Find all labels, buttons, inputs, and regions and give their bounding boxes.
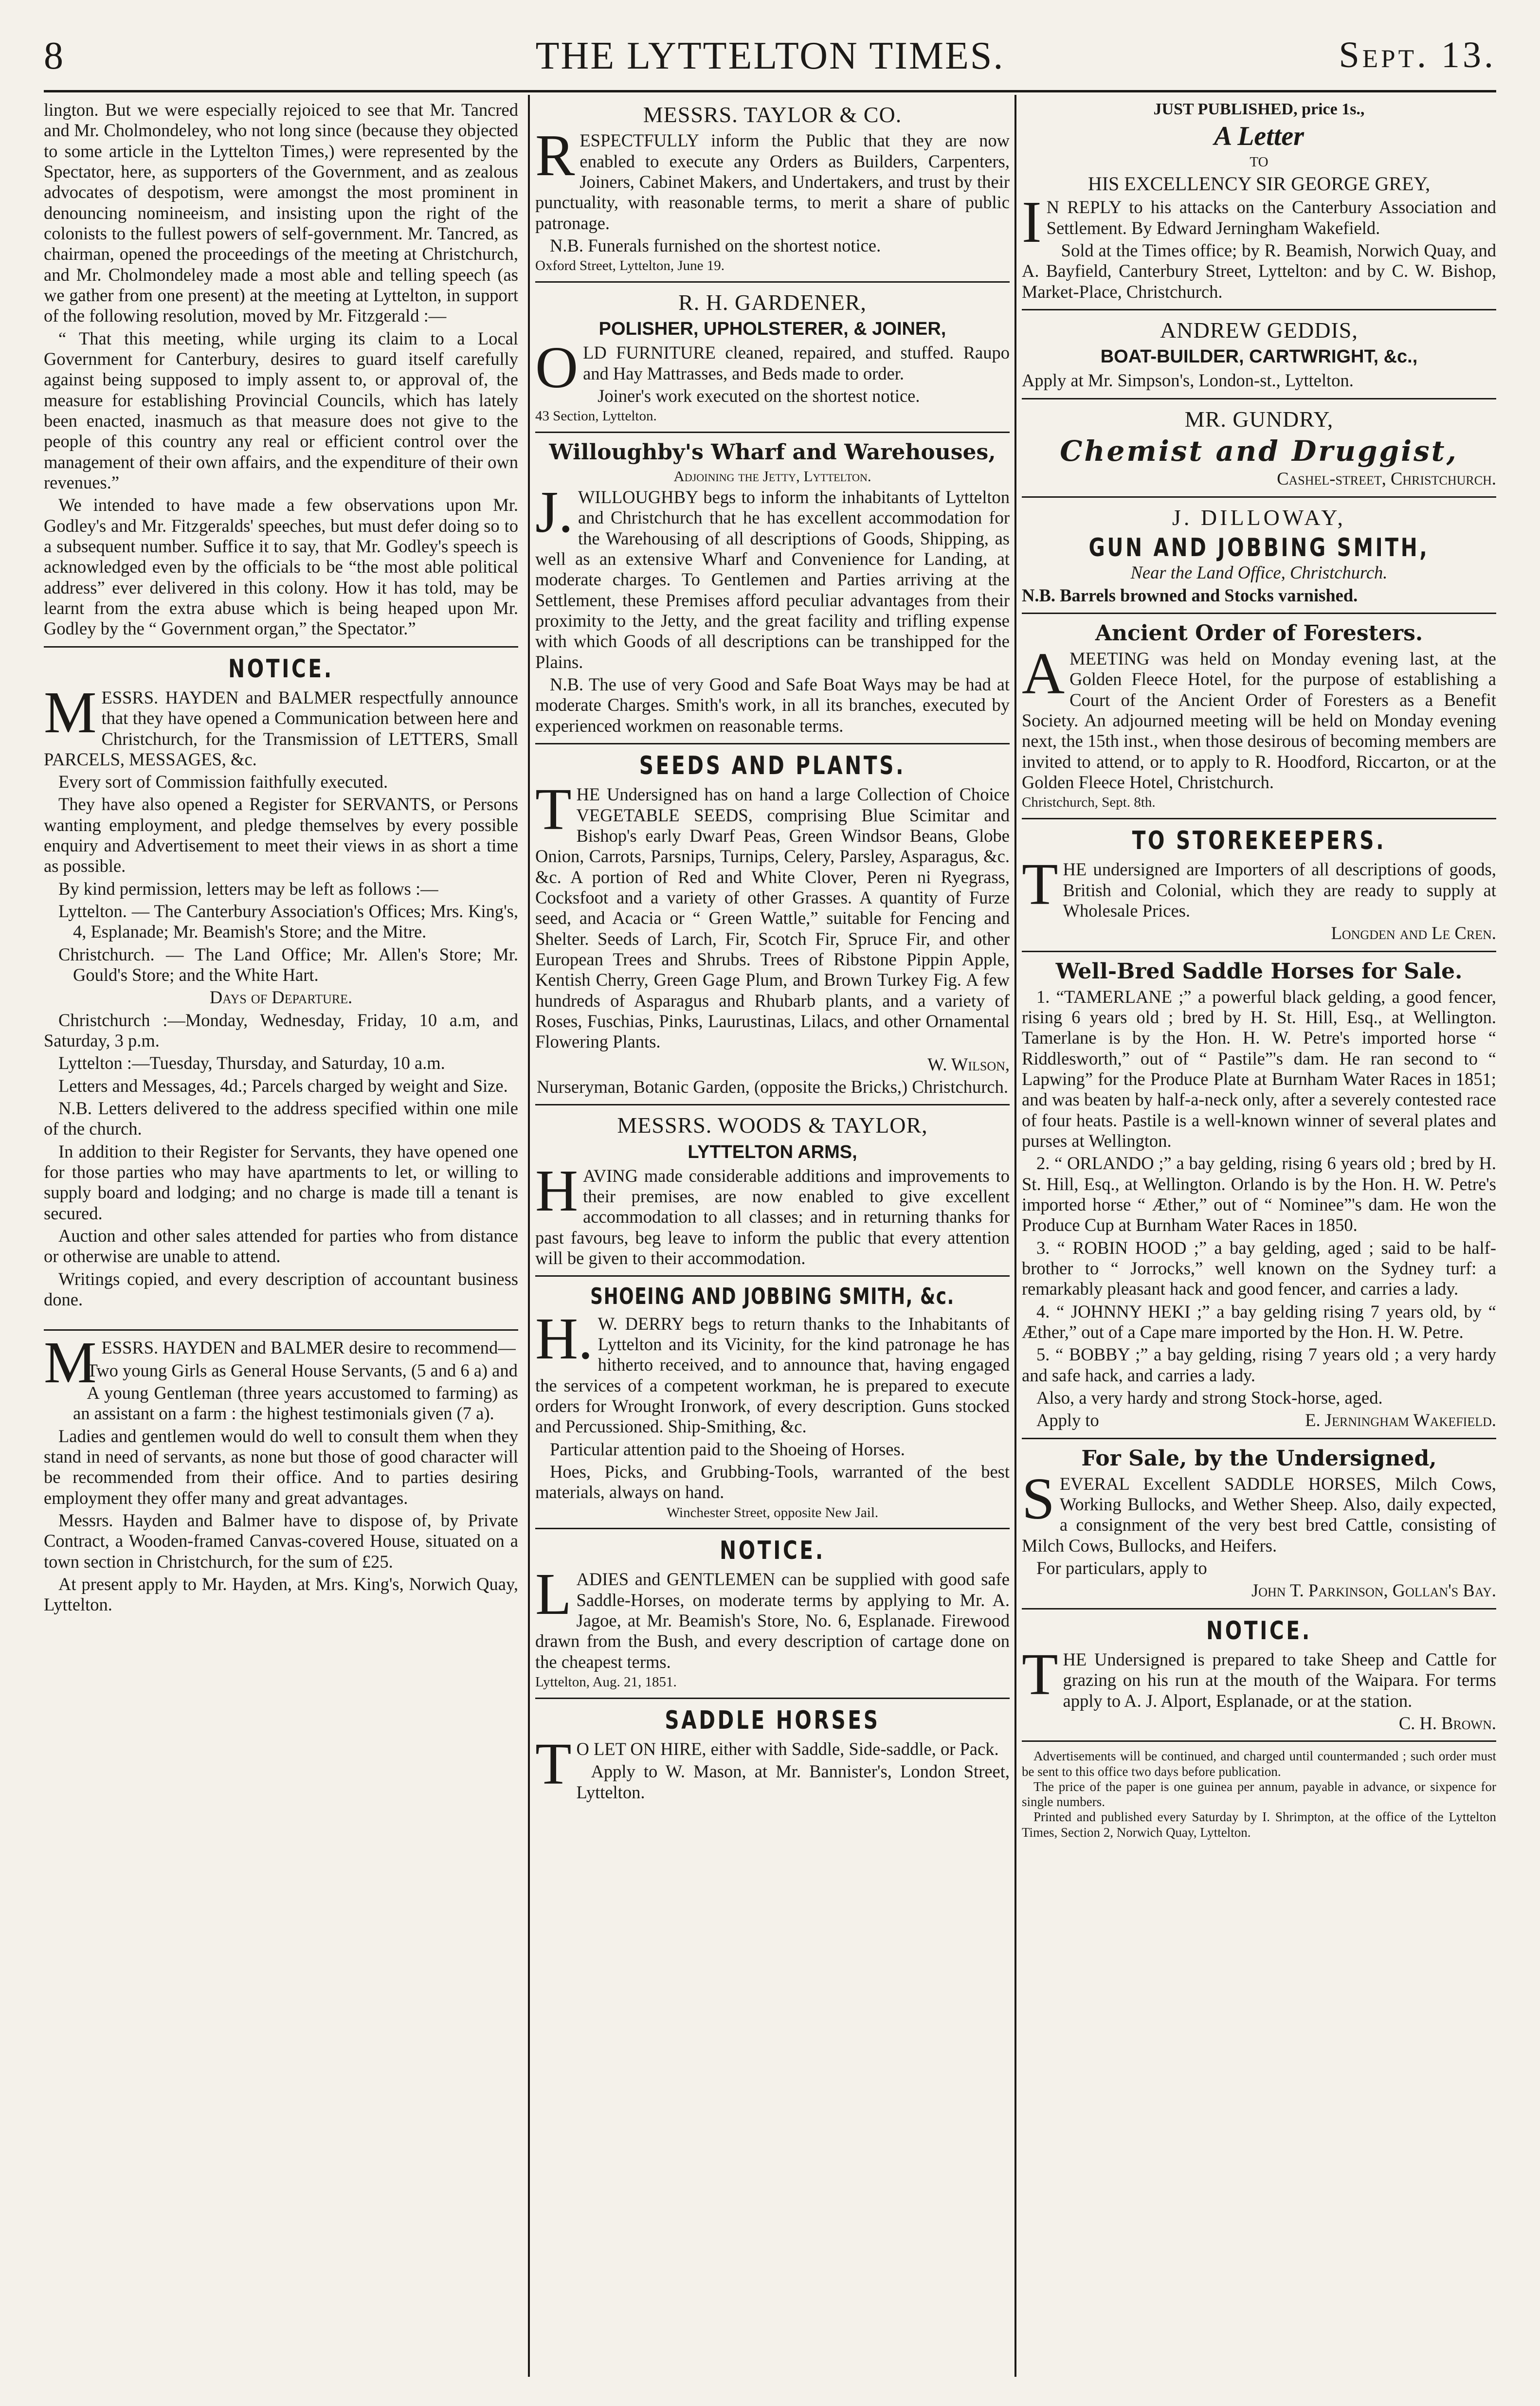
ad-date: Christchurch, Sept. 8th. — [1022, 795, 1156, 811]
ad-signature-row — [1022, 1410, 1496, 1430]
ad-text: Joiner's work executed on the shortest notice. — [598, 386, 920, 406]
ad-signature: E. Jerningham Wakefield. — [1305, 1410, 1496, 1430]
section-rule — [535, 1528, 1010, 1529]
ad-text: Hoes, Picks, and Grubbing-Tools, warranted of the best materials, always on hand. — [535, 1461, 1010, 1502]
section-rule — [1022, 1740, 1496, 1742]
ad-subheading: Adjoining the Jetty, Lyttelton. — [673, 468, 871, 485]
ad-text: ESSRS. HAYDEN and BALMER respectfully announce that they have opened a Communication between here and Christchurch, for the Transmission of LETTERS, Small PARCELS, MESSAGES, &c. — [44, 687, 518, 769]
notice-hayden-balmer — [44, 654, 518, 1310]
ad-text: AVING made considerable additions and improvements to their premises, are now enabled to give excellent accommodation to all classes; and in returning thanks for past favours, beg leave to inform the public that every attention will be given to their accommodation. — [535, 1165, 1010, 1268]
drop-cap: T — [1022, 851, 1058, 918]
footer-text: Printed and published every Saturday by I. Shrimpton, at the office of the Lyttelton Times, Section 2, Norwich Quay, Lyttelton. — [1022, 1809, 1496, 1840]
ad-text: N.B. Funerals furnished on the shortest notice. — [550, 235, 881, 255]
ad-address: 43 Section, Lyttelton. — [535, 408, 657, 424]
ad-signature-detail: Nurseryman, Botanic Garden, (opposite the Bricks,) Christchurch. — [536, 1076, 1009, 1097]
column-3 — [1022, 100, 1496, 2387]
page-number: 8 — [44, 35, 63, 77]
ad-subheading: BOAT-BUILDER, CARTWRIGHT, &c., — [1100, 346, 1418, 367]
ad-text: Writings copied, and every description of accountant business done. — [44, 1268, 518, 1310]
ad-text: They have also opened a Register for SERVANTS, or Persons wanting employment, and pledge themselves by every possible enquiry and Advertisement to meet their views in as short a time as possible. — [44, 794, 518, 876]
drop-cap: A — [1022, 641, 1065, 707]
section-rule — [535, 743, 1010, 744]
issue-date: Sept. 13. — [1339, 35, 1496, 75]
section-rule — [1022, 1608, 1496, 1610]
ad-text: W. DERRY begs to return thanks to the Inhabitants of Lyttelton and its Vicinity, for the kind patronage he has hitherto received, and to announce that, having engaged the services of a competent workman, he is prepared to execute orders for Wrought Ironwork, of every description. Guns stocked and Percussioned. Ship-Smithing, &c. — [535, 1313, 1010, 1437]
ad-subheading: Days of Departure. — [209, 987, 353, 1008]
section-rule — [1022, 1438, 1496, 1439]
ad-text: ESSRS. HAYDEN and BALMER desire to recommend— — [101, 1338, 516, 1358]
drop-cap: H — [535, 1158, 579, 1224]
notice-grazing — [1022, 1616, 1496, 1734]
ad-taylor-co — [535, 102, 1010, 274]
ad-heading: J. DILLOWAY, — [1172, 505, 1346, 530]
ad-heading: ANDREW GEDDIS, — [1160, 318, 1358, 343]
ad-for-sale-parkinson — [1022, 1446, 1496, 1601]
ad-address: Cashel-street, Christchurch. — [1277, 469, 1496, 489]
drop-cap: L — [535, 1561, 572, 1628]
masthead-rule — [44, 90, 1496, 92]
column-divider — [1015, 95, 1016, 2377]
ad-text: EVERAL Excellent SADDLE HORSES, Milch Cows, Working Bullocks, and Wether Sheep. Also, daily expected, a consignment of the very best bred Cattle, consisting of Milch Cows, Bullocks, and Heifers. — [1022, 1473, 1496, 1556]
ad-text: Messrs. Hayden and Balmer have to dispose of, by Private Contract, a Wooden-framed Canvas-covered House, situated on a town section in Christchurch, for the sum of £25. — [44, 1510, 518, 1572]
ad-text: N.B. The use of very Good and Safe Boat Ways may be had at moderate Charges. Smith's work, in all its branches, executed by experienced workmen on reasonable terms. — [535, 674, 1010, 736]
drop-cap: R — [535, 123, 575, 189]
ad-signature: John T. Parkinson, Gollan's Bay. — [1251, 1580, 1496, 1601]
ad-text: Two young Girls as General House Servants, (5 and 6 a) and — [87, 1360, 518, 1380]
ad-storekeepers — [1022, 826, 1496, 944]
section-rule — [535, 281, 1010, 283]
ad-gardener — [535, 289, 1010, 425]
column-divider — [528, 95, 530, 2377]
ad-address: Oxford Street, Lyttelton, June 19. — [535, 258, 725, 274]
drop-cap: T — [1022, 1641, 1058, 1707]
drop-cap: T — [535, 777, 572, 843]
ad-seeds-plants — [535, 751, 1010, 1097]
ad-text: N.B. Barrels browned and Stocks varnished. — [1022, 585, 1358, 605]
ad-saddle-horses-hire — [535, 1706, 1010, 1803]
ad-text: By kind permission, letters may be left as follows :— — [58, 878, 438, 899]
section-rule — [1022, 398, 1496, 399]
ad-heading: SADDLE HORSES — [665, 1705, 880, 1735]
ad-subheading: GUN AND JOBBING SMITH, — [1088, 533, 1430, 563]
ad-text: O LET ON HIRE, either with Saddle, Side-saddle, or Pack. — [576, 1739, 999, 1759]
ad-text: Lyttelton. — The Canterbury Association's Offices; Mrs. King's, 4, Esplanade; Mr. Beamish's Store; and the Mitre. — [58, 901, 518, 942]
section-rule — [535, 1698, 1010, 1699]
ad-text: Every sort of Commission faithfully executed. — [58, 772, 388, 792]
masthead — [44, 34, 1496, 92]
drop-cap: J. — [535, 479, 573, 545]
section-rule — [1022, 818, 1496, 819]
horse-listing: 4. “ JOHNNY HEKI ;” a bay gelding rising 7 years old, by “ Æther,” out of a Cape mare imported by the Hon. H. W. Petre. — [1022, 1301, 1496, 1342]
ad-subheading: POLISHER, UPHOLSTERER, & JOINER, — [598, 319, 946, 340]
ad-heading: NOTICE. — [1206, 1616, 1312, 1646]
ad-text: TO — [1250, 154, 1268, 170]
column-2 — [535, 100, 1010, 2387]
ad-heading: NOTICE. — [228, 654, 334, 684]
ad-text: ESPECTFULLY inform the Public that they are now enabled to execute any Orders as Builders, Carpenters, Joiners, Cabinet Makers, and Undertakers, and trust by their punctuality, with reasonable terms, to merit a share of public patronage. — [535, 130, 1010, 233]
ad-text: In addition to their Register for Servants, they have opened one for those parties who may have apartments to let, or willing to supply board and lodging; and no charge is made till a tenant is secured. — [44, 1141, 518, 1223]
ad-text: HE Undersigned is prepared to take Sheep and Cattle for grazing on his run at the mouth of the Waipara. For terms apply to A. J. Alport, Esplanade, or at the station. — [1063, 1649, 1496, 1711]
ad-text: Also, a very hardy and strong Stock-horse, aged. — [1036, 1387, 1383, 1408]
ad-text: At present apply to Mr. Hayden, at Mrs. King's, Norwich Quay, Lyttelton. — [44, 1574, 518, 1615]
ad-text: Ladies and gentlemen would do well to consult them when they stand in need of servants, as none but those of good character will be recommended from their office. And to parties desiring employment they offer many and great advantages. — [44, 1426, 518, 1508]
ad-heading: Well-Bred Saddle Horses for Sale. — [1055, 959, 1463, 984]
footer-text: Advertisements will be continued, and charged until countermanded ; such order must be sent to this office two days before publication. — [1022, 1749, 1496, 1779]
ad-text: Particular attention paid to the Shoeing of Horses. — [550, 1439, 905, 1459]
ad-signature: W. Wilson, — [927, 1054, 1010, 1074]
ad-heading: R. H. GARDENER, — [678, 289, 867, 315]
ad-heading: NOTICE. — [720, 1536, 825, 1566]
drop-cap: T — [535, 1731, 572, 1797]
ad-signature: Longden and Le Cren. — [1331, 923, 1496, 943]
ad-text: LD FURNITURE cleaned, repaired, and stuffed. Raupo and Hay Mattrasses, and Beds made to order. — [583, 343, 1010, 383]
ad-hayden-servants — [44, 1330, 518, 1615]
ad-foresters — [1022, 621, 1496, 811]
drop-cap: H. — [535, 1305, 593, 1372]
newspaper-title: THE LYTTELTON TIMES. — [535, 35, 1005, 77]
ad-text: Letters and Messages, 4d.; Parcels charged by weight and Size. — [58, 1075, 508, 1096]
ad-text: A young Gentleman (three years accustomed to farming) as an assistant on a farm : the highest testimonials given (7 a). — [73, 1383, 518, 1424]
ad-text: Apply to W. Mason, at Mr. Bannister's, London Street, Lyttelton. — [576, 1761, 1010, 1802]
ad-heading: TO STOREKEEPERS. — [1132, 826, 1386, 856]
ad-shoeing-smith — [535, 1284, 1010, 1521]
drop-cap: M — [44, 1330, 97, 1396]
ad-gundry — [1022, 406, 1496, 489]
ad-heading: For Sale, by the Undersigned, — [1081, 1446, 1437, 1471]
ad-text: Lyttelton :—Tuesday, Thursday, and Saturday, 10 a.m. — [58, 1053, 445, 1073]
ad-text: HE undersigned are Importers of all descriptions of goods, British and Colonial, which they are ready to supply at Wholesale Prices. — [1063, 859, 1496, 921]
ad-heading: Ancient Order of Foresters. — [1095, 621, 1423, 646]
ad-text: N.B. Letters delivered to the address specified within one mile of the church. — [44, 1098, 518, 1139]
editorial-article — [44, 100, 518, 639]
ad-text: Christchurch. — The Land Office; Mr. Allen's Store; Mr. Gould's Store; and the White Hart. — [58, 944, 518, 985]
section-rule — [1022, 496, 1496, 498]
section-rule — [1022, 309, 1496, 310]
ad-heading: Willoughby's Wharf and Warehouses, — [549, 440, 996, 465]
drop-cap: M — [44, 679, 97, 745]
horse-listing: 3. “ ROBIN HOOD ;” a bay gelding, aged ; said to be half-brother to “ Jorrocks,” well known on the Sydney turf: a remarkably pleasant hack and good fencer, and carries a lady. — [1022, 1237, 1496, 1299]
ad-text: HE Undersigned has on hand a large Collection of Choice VEGETABLE SEEDS, comprising Blue Scimitar and Bishop's early Dwarf Peas, Green Windsor Beans, Globe Onion, Carrots, Parsnips, Turnips, Celery, Parsley, Asparagus, &c. &c. A portion of Red and White Clover, Peren ni Ryegrass, Cocksfoot and a variety of other Grasses. A quantity of Furze seed, and Acacia or “ Green Wattle,” suitable for Fencing and Shelter. Seeds of Larch, Fir, Scotch Fir, Spruce Fir, and other European Trees and Shrubs. Trees of Ribstone Pippin Apple, Kentish Cherry, Green Gage Plum, and Brown Turkey Fig. A few hundreds of Asparagus and Rhubarb plants, and a variety of Roses, Fuschias, Pinks, Laurustinas, Lilacs, and other Ornamental Flowering Plants. — [535, 784, 1010, 1052]
section-rule — [1022, 613, 1496, 614]
ad-text: N REPLY to his attacks on the Canterbury Association and Settlement. By Edward Jerningham Wakefield. — [1046, 197, 1496, 238]
ad-subheading: HIS EXCELLENCY SIR GEORGE GREY, — [1087, 173, 1431, 195]
section-rule — [535, 432, 1010, 433]
ad-letter-publication — [1022, 100, 1496, 302]
ad-geddis — [1022, 317, 1496, 391]
section-rule — [1022, 951, 1496, 952]
article-paragraph: We intended to have made a few observations upon Mr. Godley's and Mr. Fitzgeralds' speeches, but must defer doing so to a subsequent number. Suffice it to say, that Mr. Godley's speech is acknowledged even by the officials to be “the most able political address” ever delivered in this colony. How it has told, may be learnt from the extra abuse which is being heaped upon Mr. Godley by the “ Government organ,” the Spectator.” — [44, 495, 518, 639]
ad-text: Auction and other sales attended for parties who from distance or otherwise are unable to attend. — [44, 1226, 518, 1266]
horse-listing: 1. “TAMERLANE ;” a powerful black gelding, a good fencer, rising 6 years old ; bred by H. St. Hill, Esq., at Wellington. Tamerlane is by the Hon. H. W. Petre's imported horse “ Riddlesworth,” out of “ Pastile”'s dam. He ran second to “ Lapwing” for the Produce Plate at Burnham Water Races in 1851; and was beaten by half-a-neck only, after a severely contested race of four heats. Pastile is a well-known winner of several plates and purses at Wellington. — [1022, 986, 1496, 1151]
apply-label: Apply to — [1036, 1410, 1099, 1430]
ad-heading: SEEDS AND PLANTS. — [639, 751, 906, 780]
ad-heading: SHOEING AND JOBBING SMITH, &c. — [590, 1283, 955, 1310]
ad-woods-taylor — [535, 1112, 1010, 1268]
ad-willoughby — [535, 440, 1010, 736]
section-rule — [44, 646, 518, 648]
section-rule — [535, 1275, 1010, 1277]
ad-heading: A Letter — [1214, 121, 1304, 152]
column-1 — [44, 100, 518, 2387]
article-paragraph: lington. But we were especially rejoiced to see that Mr. Tancred and Mr. Cholmondeley, who not long since (because they objected to some article in the Lyttelton Times,) were represented by the Spectator, here, as supporters of the Government, and as zealous advocates of despotism, were amongst the most prominent in denouncing nomineeism, and insisting upon the right of the colonists to the fullest powers of self-government. Mr. Tancred, as chairman, opened the proceedings of the meeting at Christchurch, and Mr. Cholmondeley made a most able and telling speech (as we gather from one present) at the meeting at Lyttelton, in support of the following resolution, moved by Mr. Fitzgerald :— — [44, 100, 518, 326]
ad-text: WILLOUGHBY begs to inform the inhabitants of Lyttelton and Christchurch that he has excellent accommodation for the Warehousing of all descriptions of Goods, Shipping, as well as an extensive Wharf and Convenience for Landing, at moderate charges. To Gentlemen and Parties arriving at the Settlement, these Premises afford peculiar advantages from their proximity to the Jetty, and the great facility and trifling expense with which Goods of all descriptions can be transhipped for the Plains. — [535, 487, 1010, 672]
ad-text: Christchurch :—Monday, Wednesday, Friday, 10 a.m, and Saturday, 3 p.m. — [44, 1010, 518, 1051]
drop-cap: I — [1022, 189, 1042, 255]
ad-signature: C. H. Brown. — [1398, 1713, 1496, 1733]
ad-address: Winchester Street, opposite New Jail. — [666, 1504, 879, 1520]
ad-text: Sold at the Times office; by R. Beamish, Norwich Quay, and A. Bayfield, Canterbury Street, Lyttelton: and by C. W. Bishop, Market-Place, Christchurch. — [1022, 240, 1496, 302]
ad-text: MEETING was held on Monday evening last, at the Golden Fleece Hotel, for the purpose of establishing a Court of the Ancient Order of Foresters as a Benefit Society. An adjourned meeting will be held on Monday evening next, the 15th inst., when those desirous of becoming members are invited to attend, or to apply to R. Hoodford, Riccarton, or at the Golden Fleece Hotel, Christchurch. — [1022, 649, 1496, 793]
horse-listing: 5. “ BOBBY ;” a bay gelding, rising 7 years old ; a very hardy and safe hack, and carries a lady. — [1022, 1344, 1496, 1385]
ad-location: Near the Land Office, Christchurch. — [1130, 562, 1388, 583]
section-rule — [535, 1104, 1010, 1105]
ad-subheading: LYTTELTON ARMS, — [688, 1141, 857, 1162]
ad-dilloway — [1022, 505, 1496, 606]
ad-address: Lyttelton, Aug. 21, 1851. — [535, 1674, 677, 1690]
ad-horses-for-sale — [1022, 959, 1496, 1431]
ad-subheading: Chemist and Druggist, — [1060, 434, 1458, 468]
section-rule — [44, 1329, 518, 1331]
ad-kicker: JUST PUBLISHED, price 1s., — [1153, 100, 1365, 118]
ad-text: Apply at Mr. Simpson's, London-st., Lyttelton. — [1022, 370, 1354, 391]
ad-heading: MESSRS. TAYLOR & CO. — [643, 102, 902, 127]
horse-listing: 2. “ ORLANDO ;” a bay gelding, rising 6 years old ; bred by H. St. Hill, Esq., at Wellington. Orlando is by the Hon. H. W. Petre's imported horse “ Æther,” out of “ Nominee”'s dam. He won the Produce Cup at Burnham Water Races in 1850. — [1022, 1153, 1496, 1235]
drop-cap: S — [1022, 1465, 1055, 1532]
ad-heading: MESSRS. WOODS & TAYLOR, — [617, 1113, 928, 1138]
article-quote: “ That this meeting, while urging its claim to a Local Government for Canterbury, desires to guard itself carefully against being supposed to imply assent to, or approval of, the measure for establishing Provincial Councils, which has lately been enacted, inasmuch as that measure does not give to the people of this country any real or efficient control over the management of their own affairs, and the expenditure of their own revenues.” — [44, 328, 518, 492]
publication-footer — [1022, 1749, 1496, 1840]
footer-text: The price of the paper is one guinea per annum, payable in advance, or sixpence for single numbers. — [1022, 1779, 1496, 1809]
notice-saddle-horses — [535, 1536, 1010, 1691]
ad-heading: MR. GUNDRY, — [1184, 406, 1334, 432]
drop-cap: O — [535, 335, 579, 401]
ad-text: For particulars, apply to — [1036, 1557, 1207, 1578]
ad-text: ADIES and GENTLEMEN can be supplied with good safe Saddle-Horses, on moderate terms by applying to Mr. A. Jagoe, at Mr. Beamish's Store, No. 6, Esplanade. Firewood drawn from the Bush, and every description of cartage done on the cheapest terms. — [535, 1569, 1010, 1672]
